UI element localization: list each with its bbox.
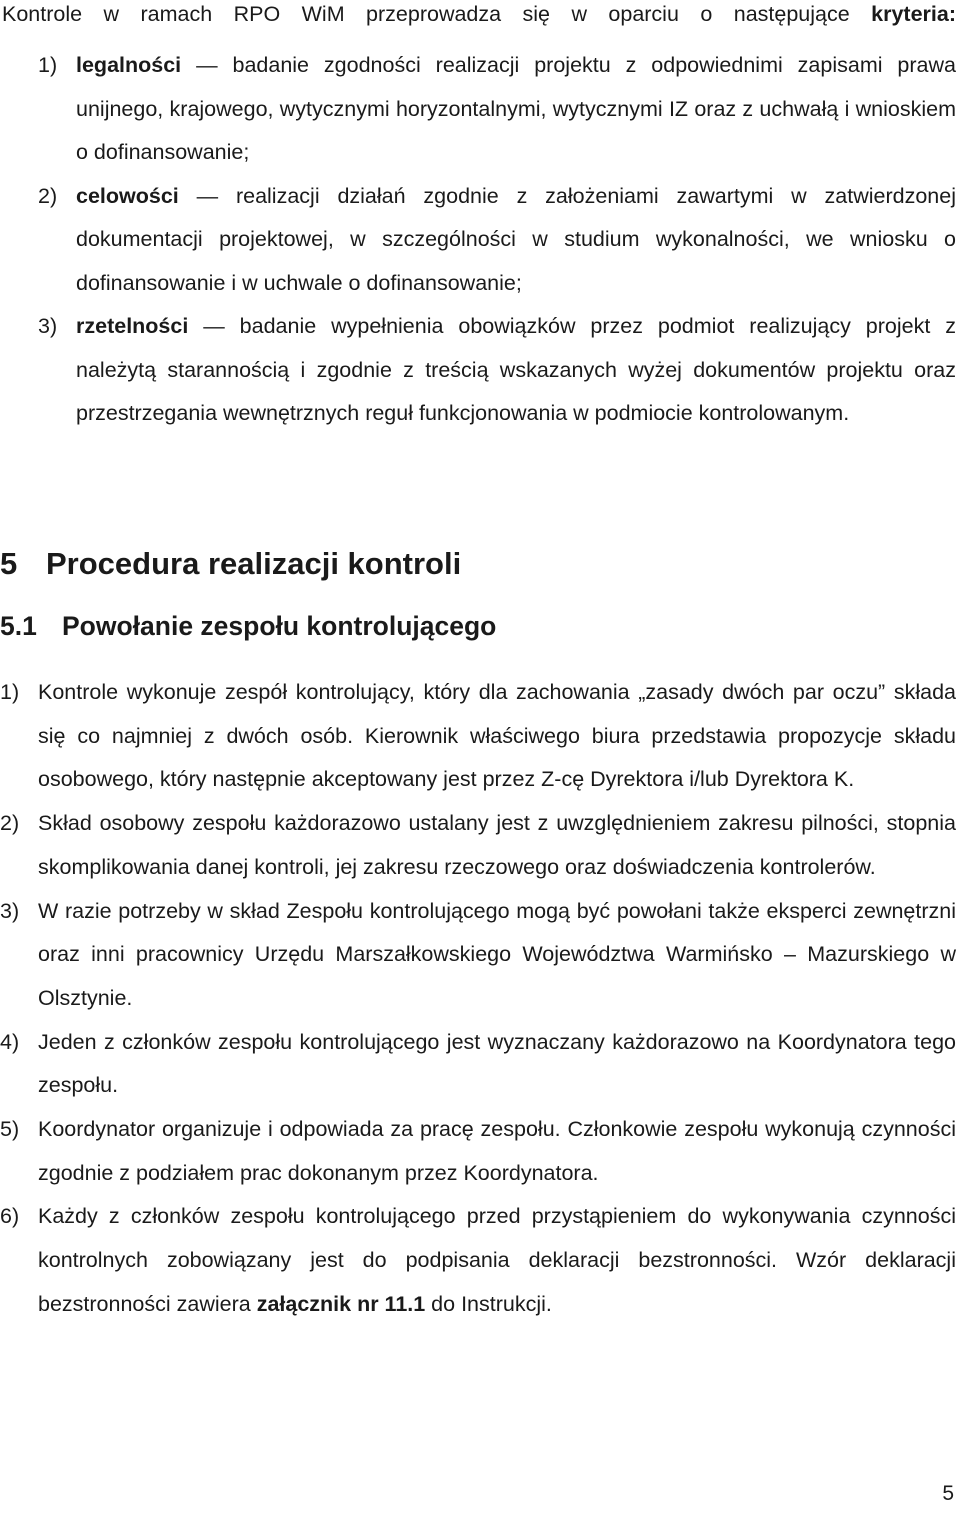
procedure-item <box>0 890 956 1021</box>
item-number: 1) <box>0 680 20 704</box>
section-heading <box>0 542 461 586</box>
procedure-item <box>0 1021 956 1108</box>
subsection-heading <box>0 606 496 646</box>
item-number: 6) <box>0 1204 20 1229</box>
item-number: 3) <box>0 898 20 923</box>
criteria-text: — badanie wypełnienia obowiązków przez podmiot realizujący projekt z należytą starannością i zgodnie z treścią wskazanych wyżej dokumentów projektu oraz przestrzegania wewnętrznych reguł funkcjonowania w podmiocie kontrolowanym. <box>76 314 956 425</box>
procedure-item <box>0 802 956 889</box>
item-number: 2) <box>38 183 58 208</box>
section-title: Procedura realizacji kontroli <box>46 546 462 581</box>
item-number: 4) <box>0 1029 20 1054</box>
section-number: 5 <box>0 546 18 581</box>
procedure-text: Kontrole wykonuje zespół kontrolujący, który dla zachowania „zasady dwóch par oczu” składa się co najmniej z dwóch osób. Kierownik właściwego biura przedstawia propozycje składu osobowego, który następnie akceptowany jest przez Z-cę Dyrektora i/lub Dyrektora K. <box>38 680 956 792</box>
page-number: 5 <box>942 1482 954 1505</box>
criteria-text: — realizacji działań zgodnie z założeniami zawartymi w zatwierdzonej dokumentacji projektowej, w szczególności w studium wykonalności, we wniosku o dofinansowanie i w uchwale o dofinansowanie; <box>76 183 956 295</box>
intro-bold: kryteria: <box>871 2 956 26</box>
criteria-term: rzetelności <box>76 314 189 338</box>
criteria-term: celowości <box>76 183 179 208</box>
procedure-text: Skład osobowy zespołu każdorazowo ustalany jest z uwzględnieniem zakresu pilności, stopnia skomplikowania danej kontroli, jej zakresu rzeczowego oraz doświadczenia kontrolerów. <box>38 811 956 879</box>
criteria-text: — badanie zgodności realizacji projektu z odpowiednimi zapisami prawa unijnego, krajowego, wytycznymi horyzontalnymi, wytycznymi IZ oraz z uchwałą i wnioskiem o dofinansowanie; <box>76 53 956 164</box>
item-number: 2) <box>0 811 20 836</box>
intro-paragraph <box>2 0 956 28</box>
item-number: 1) <box>38 53 58 77</box>
criteria-item <box>38 175 956 306</box>
criteria-term: legalności <box>76 53 182 77</box>
subsection-title: Powołanie zespołu kontrolującego <box>62 611 497 641</box>
procedure-item <box>0 1108 956 1195</box>
intro-text: Kontrole w ramach RPO WiM przeprowadza się w oparciu o następujące <box>2 2 872 26</box>
procedure-item <box>0 671 956 802</box>
procedure-item <box>0 1195 956 1326</box>
criteria-item <box>38 305 956 436</box>
criteria-item <box>38 44 956 175</box>
procedure-list <box>0 671 956 1327</box>
procedure-text: W razie potrzeby w skład Zespołu kontrolującego mogą być powołani także eksperci zewnętrzni oraz inni pracownicy Urzędu Marszałkowskiego Województwa Warmińsko – Mazurskiego w Olsztynie. <box>38 898 956 1010</box>
subsection-number: 5.1 <box>0 611 37 641</box>
item-number: 5) <box>0 1117 20 1142</box>
attachment-reference: załącznik nr 11.1 <box>256 1291 426 1316</box>
procedure-text-end: do Instrukcji. <box>425 1291 552 1316</box>
criteria-list <box>38 44 956 436</box>
procedure-text: Jeden z członków zespołu kontrolującego jest wyznaczany każdorazowo na Koordynatora tego zespołu. <box>38 1029 956 1098</box>
procedure-text: Każdy z członków zespołu kontrolującego przed przystąpieniem do wykonywania czynności kontrolnych zobowiązany jest do podpisania deklaracji bezstronności. Wzór deklaracji bezstronności zawiera <box>38 1204 956 1316</box>
procedure-text: Koordynator organizuje i odpowiada za pracę zespołu. Członkowie zespołu wykonują czynności zgodnie z podziałem prac dokonanym przez Koordynatora. <box>38 1117 956 1185</box>
item-number: 3) <box>38 314 58 338</box>
